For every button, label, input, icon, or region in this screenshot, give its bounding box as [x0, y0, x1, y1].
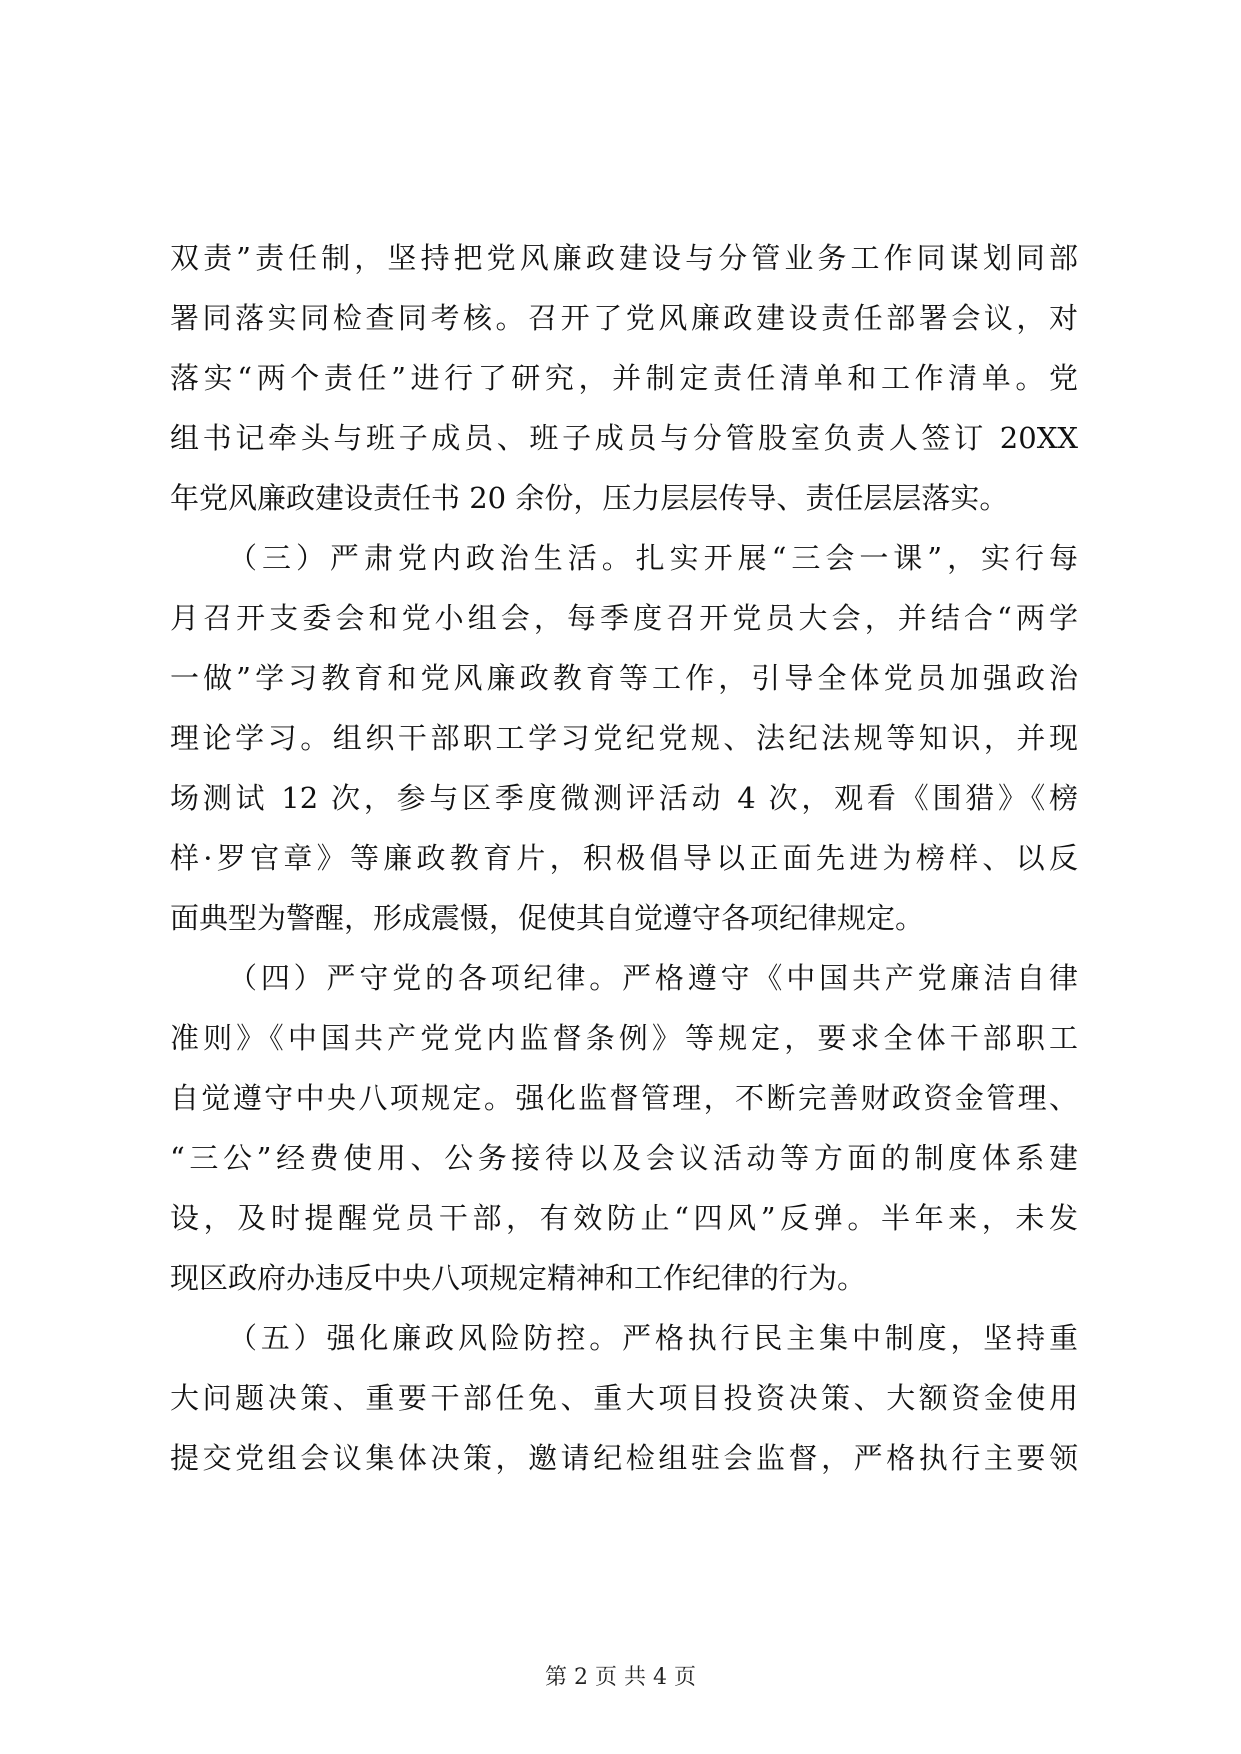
text-line: 自觉遵守中央八项规定。强化监督管理，不断完善财政资金管理、 [170, 1081, 1078, 1115]
text-line: 面典型为警醒，形成震慑，促使其自觉遵守各项纪律规定。 [170, 901, 925, 935]
text-line: （三）严肃党内政治生活。扎实开展“三会一课”，实行每 [228, 541, 1078, 575]
text-line: 现区政府办违反中央八项规定精神和工作纪律的行为。 [170, 1261, 867, 1295]
text-line: 场测试 12 次，参与区季度微测评活动 4 次，观看《围猎》《榜 [170, 781, 1078, 815]
paragraph [170, 228, 1078, 528]
text-line: （五）强化廉政风险防控。严格执行民主集中制度，坚持重 [228, 1321, 1078, 1355]
text-line: “三公”经费使用、公务接待以及会议活动等方面的制度体系建 [170, 1141, 1078, 1175]
text-line: 署同落实同检查同考核。召开了党风廉政建设责任部署会议，对 [170, 301, 1078, 335]
text-line: 组书记牵头与班子成员、班子成员与分管股室负责人签订 20XX [170, 421, 1078, 455]
text-line: 设，及时提醒党员干部，有效防止“四风”反弹。半年来，未发 [170, 1201, 1078, 1235]
text-line: 样·罗官章》等廉政教育片，积极倡导以正面先进为榜样、以反 [170, 841, 1078, 875]
text-line: 一做”学习教育和党风廉政教育等工作，引导全体党员加强政治 [170, 661, 1078, 695]
text-line: 月召开支委会和党小组会，每季度召开党员大会，并结合“两学 [170, 601, 1078, 635]
text-line: 落实“两个责任”进行了研究，并制定责任清单和工作清单。党 [170, 361, 1078, 395]
paragraph [170, 1308, 1078, 1488]
text-line: 准则》《中国共产党党内监督条例》等规定，要求全体干部职工 [170, 1021, 1078, 1055]
text-line: 理论学习。组织干部职工学习党纪党规、法纪法规等知识，并现 [170, 721, 1078, 755]
document-body [170, 228, 1078, 1488]
text-line: 年党风廉政建设责任书 20 余份，压力层层传导、责任层层落实。 [170, 481, 1009, 515]
page-footer: 第 2 页 共 4 页 [545, 1665, 696, 1690]
text-line: 大问题决策、重要干部任免、重大项目投资决策、大额资金使用 [170, 1381, 1078, 1415]
text-line: 提交党组会议集体决策，邀请纪检组驻会监督，严格执行主要领 [170, 1441, 1078, 1475]
paragraph [170, 528, 1078, 948]
text-line: 双责”责任制，坚持把党风廉政建设与分管业务工作同谋划同部 [170, 241, 1078, 275]
paragraph [170, 948, 1078, 1308]
text-line: （四）严守党的各项纪律。严格遵守《中国共产党廉洁自律 [228, 961, 1078, 995]
